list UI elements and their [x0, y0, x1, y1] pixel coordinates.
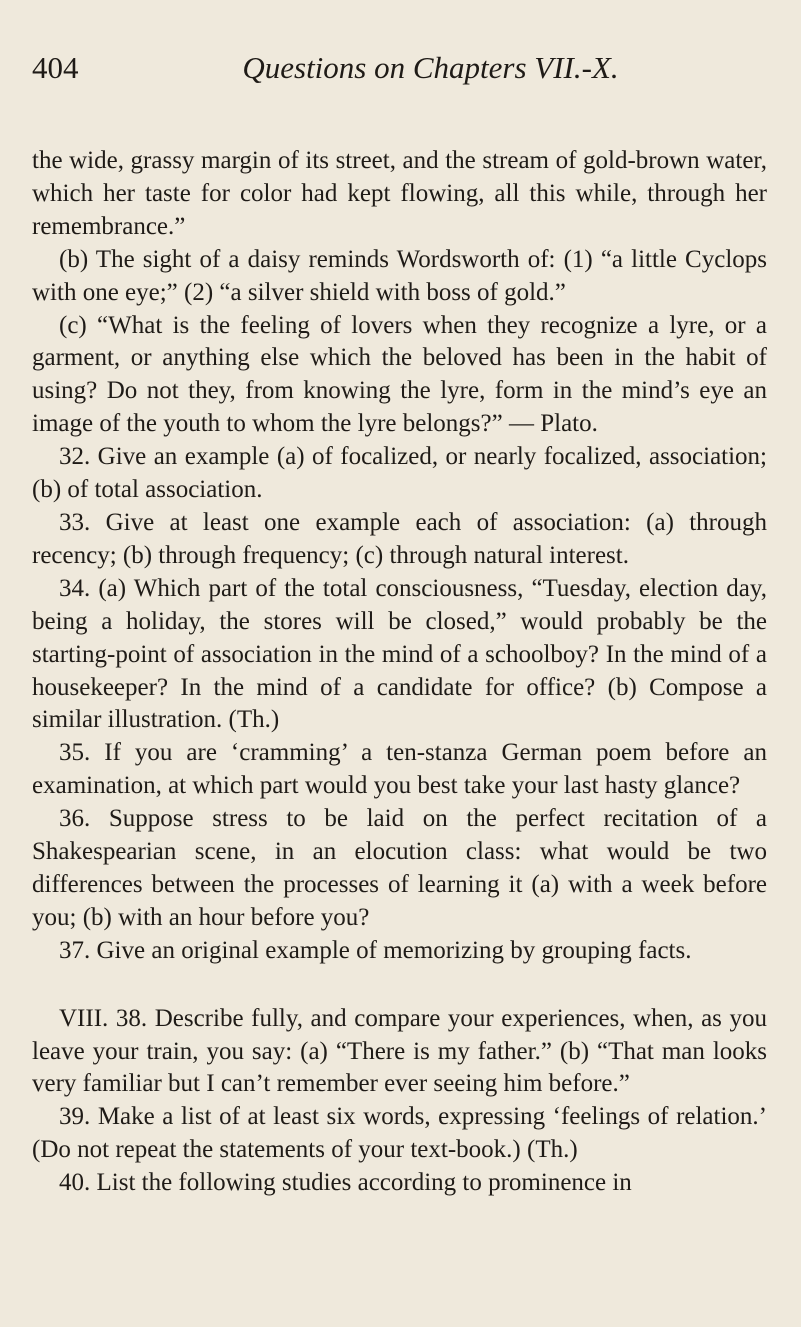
- question-32: 32. Give an example (a) of focalized, or nearly focalized, association; (b) of total association.: [32, 443, 767, 504]
- question-39: 39. Make a list of at least six words, expressing ‘feelings of relation.’ (Do not repeat the statements of your text-book.) (Th.): [32, 1103, 767, 1164]
- paragraph-continuation: the wide, grassy margin of its street, and the stream of gold-brown water, which her taste for color had kept flowing, all this while, through her remembrance.”: [32, 147, 767, 240]
- body-text: [32, 145, 767, 1200]
- question-37: 37. Give an original example of memorizing by grouping facts.: [59, 936, 692, 964]
- question-34: 34. (a) Which part of the total consciousness, “Tuesday, election day, being a holiday, the stores will be closed,” would probably be the starting-point of association in the mind of a schoolboy? In the mind of a housekeeper? In the mind of a candidate for office? (b) Compose a similar illustration. (Th.): [32, 574, 767, 734]
- question-35: 35. If you are ‘cramming’ a ten-stanza German poem before an examination, at which part would you best take your last hasty glance?: [32, 739, 767, 800]
- running-head: [32, 48, 769, 88]
- question-36: 36. Suppose stress to be laid on the perfect recitation of a Shakespearian scene, in an elocution class: what would be two differences between the processes of learning it (a) with a week before you; (b) with an hour before you?: [32, 805, 767, 931]
- running-title: Questions on Chapters VII.-X.: [242, 50, 619, 85]
- question-40: 40. List the following studies according to prominence in: [59, 1169, 632, 1197]
- paragraph-item-b: (b) The sight of a daisy reminds Wordsworth of: (1) “a little Cyclops with one eye;” (2) “a silver shield with boss of gold.”: [32, 245, 767, 306]
- paragraph-item-c: (c) “What is the feeling of lovers when they recognize a lyre, or a garment, or anything else which the beloved has been in the habit of using? Do not they, from knowing the lyre, form in the mind’s eye an image of the youth to whom the lyre belongs?” — Plato.: [32, 311, 767, 438]
- question-33: 33. Give at least one example each of association: (a) through recency; (b) through frequency; (c) through natural interest.: [32, 508, 767, 569]
- page-number: 404: [32, 50, 79, 85]
- section-viii-question-38: VIII. 38. Describe fully, and compare your experiences, when, as you leave your train, you say: (a) “There is my father.” (b) “That man looks very familiar but I can’t remember ever seeing him before.”: [32, 1004, 767, 1098]
